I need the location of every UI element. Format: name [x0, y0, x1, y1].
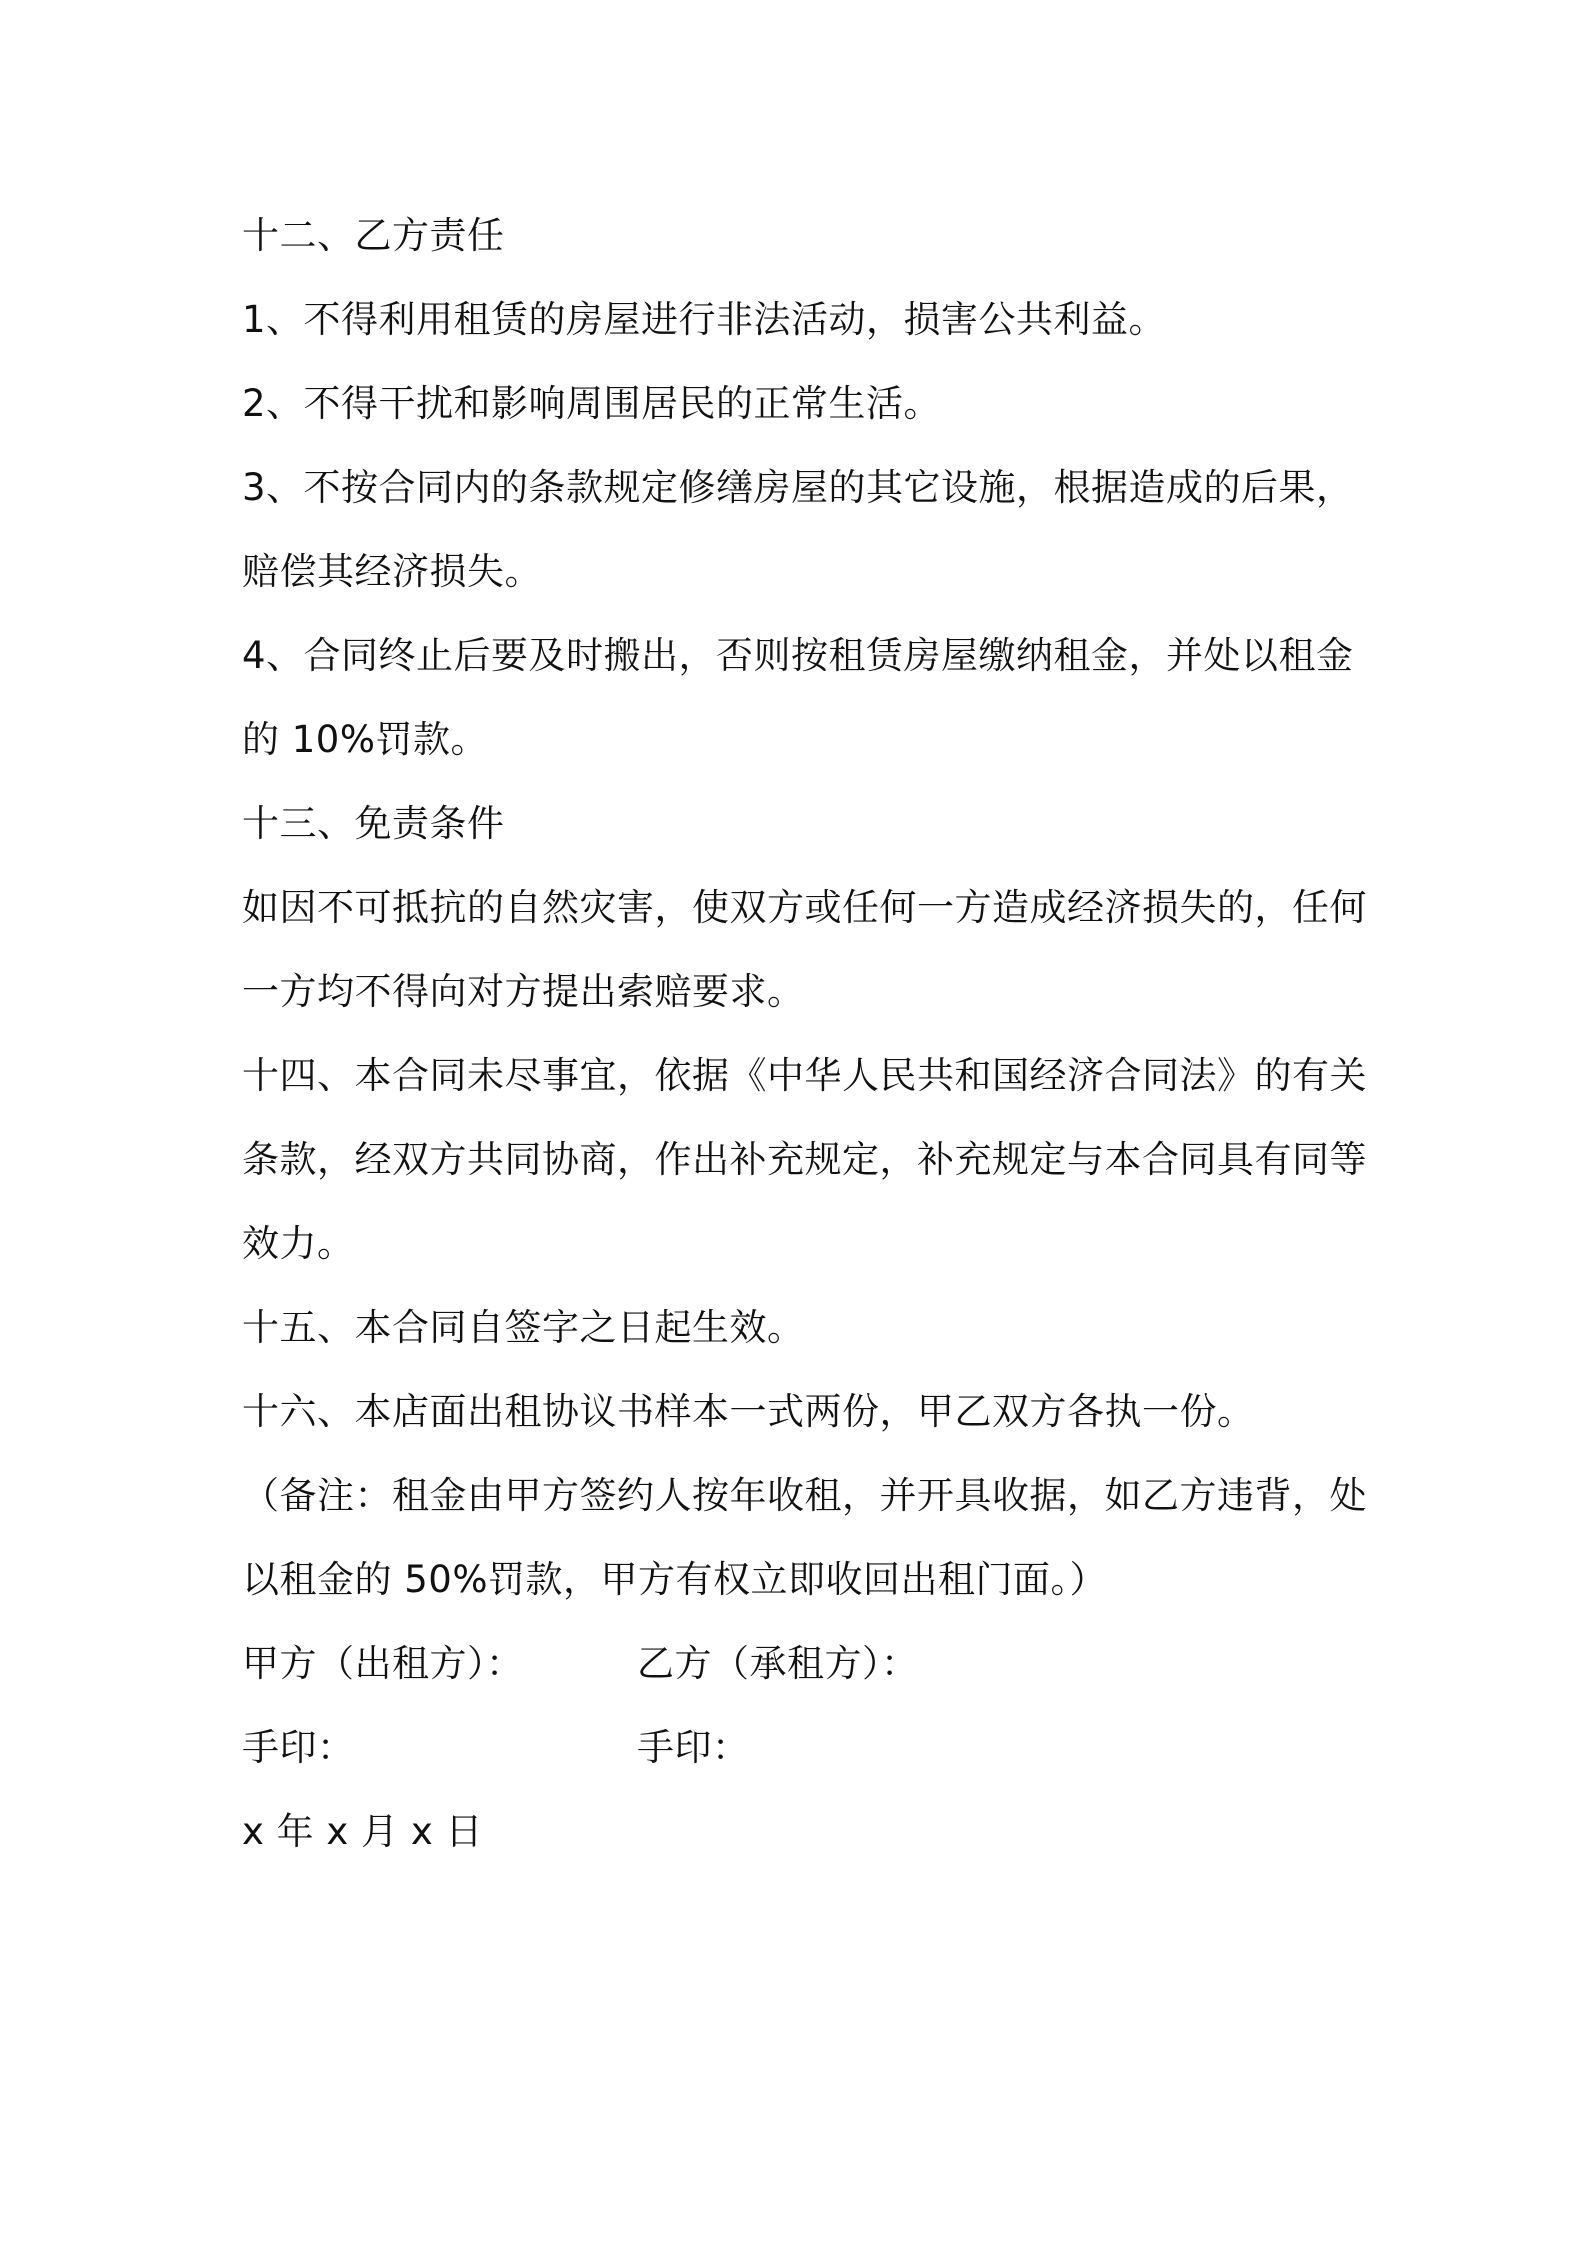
clause-12-4-cont: 的 10%罚款。	[242, 718, 488, 761]
signing-date: x 年 x 月 x 日	[242, 1810, 483, 1853]
section-heading-12: 十二、乙方责任	[242, 214, 505, 257]
clause-13-text-cont: 一方均不得向对方提出索赔要求。	[242, 970, 805, 1013]
contract-body	[242, 194, 1367, 1874]
clause-12-1: 1、不得利用租赁的房屋进行非法活动，损害公共利益。	[242, 298, 1167, 341]
seal-row	[242, 1706, 1362, 1790]
party-labels-row	[242, 1622, 1362, 1706]
clause-12-3: 3、不按合同内的条款规定修缮房屋的其它设施，根据造成的后果，	[242, 466, 1354, 509]
section-14-cont-2: 效力。	[242, 1222, 355, 1265]
clause-13-text: 如因不可抵抗的自然灾害，使双方或任何一方造成经济损失的，任何	[242, 886, 1367, 929]
party-b-seal: 手印：	[637, 1726, 750, 1769]
section-15: 十五、本合同自签字之日起生效。	[242, 1306, 805, 1349]
remark-cont: 以租金的 50%罚款，甲方有权立即收回出租门面。）	[242, 1558, 1107, 1601]
section-heading-13: 十三、免责条件	[242, 802, 505, 845]
party-a-label: 甲方（出租方）：	[242, 1642, 524, 1685]
party-b-label: 乙方（承租方）：	[637, 1642, 919, 1685]
section-14: 十四、本合同未尽事宜，依据《中华人民共和国经济合同法》的有关	[242, 1054, 1367, 1097]
party-a-seal: 手印：	[242, 1726, 355, 1769]
remark: （备注：租金由甲方签约人按年收租，并开具收据，如乙方违背，处	[242, 1474, 1367, 1517]
clause-12-2: 2、不得干扰和影响周围居民的正常生活。	[242, 382, 942, 425]
clause-12-4: 4、合同终止后要及时搬出，否则按租赁房屋缴纳租金，并处以租金	[242, 634, 1354, 677]
section-16: 十六、本店面出租协议书样本一式两份，甲乙双方各执一份。	[242, 1390, 1255, 1433]
clause-12-3-cont: 赔偿其经济损失。	[242, 550, 542, 593]
section-14-cont: 条款，经双方共同协商，作出补充规定，补充规定与本合同具有同等	[242, 1138, 1367, 1181]
